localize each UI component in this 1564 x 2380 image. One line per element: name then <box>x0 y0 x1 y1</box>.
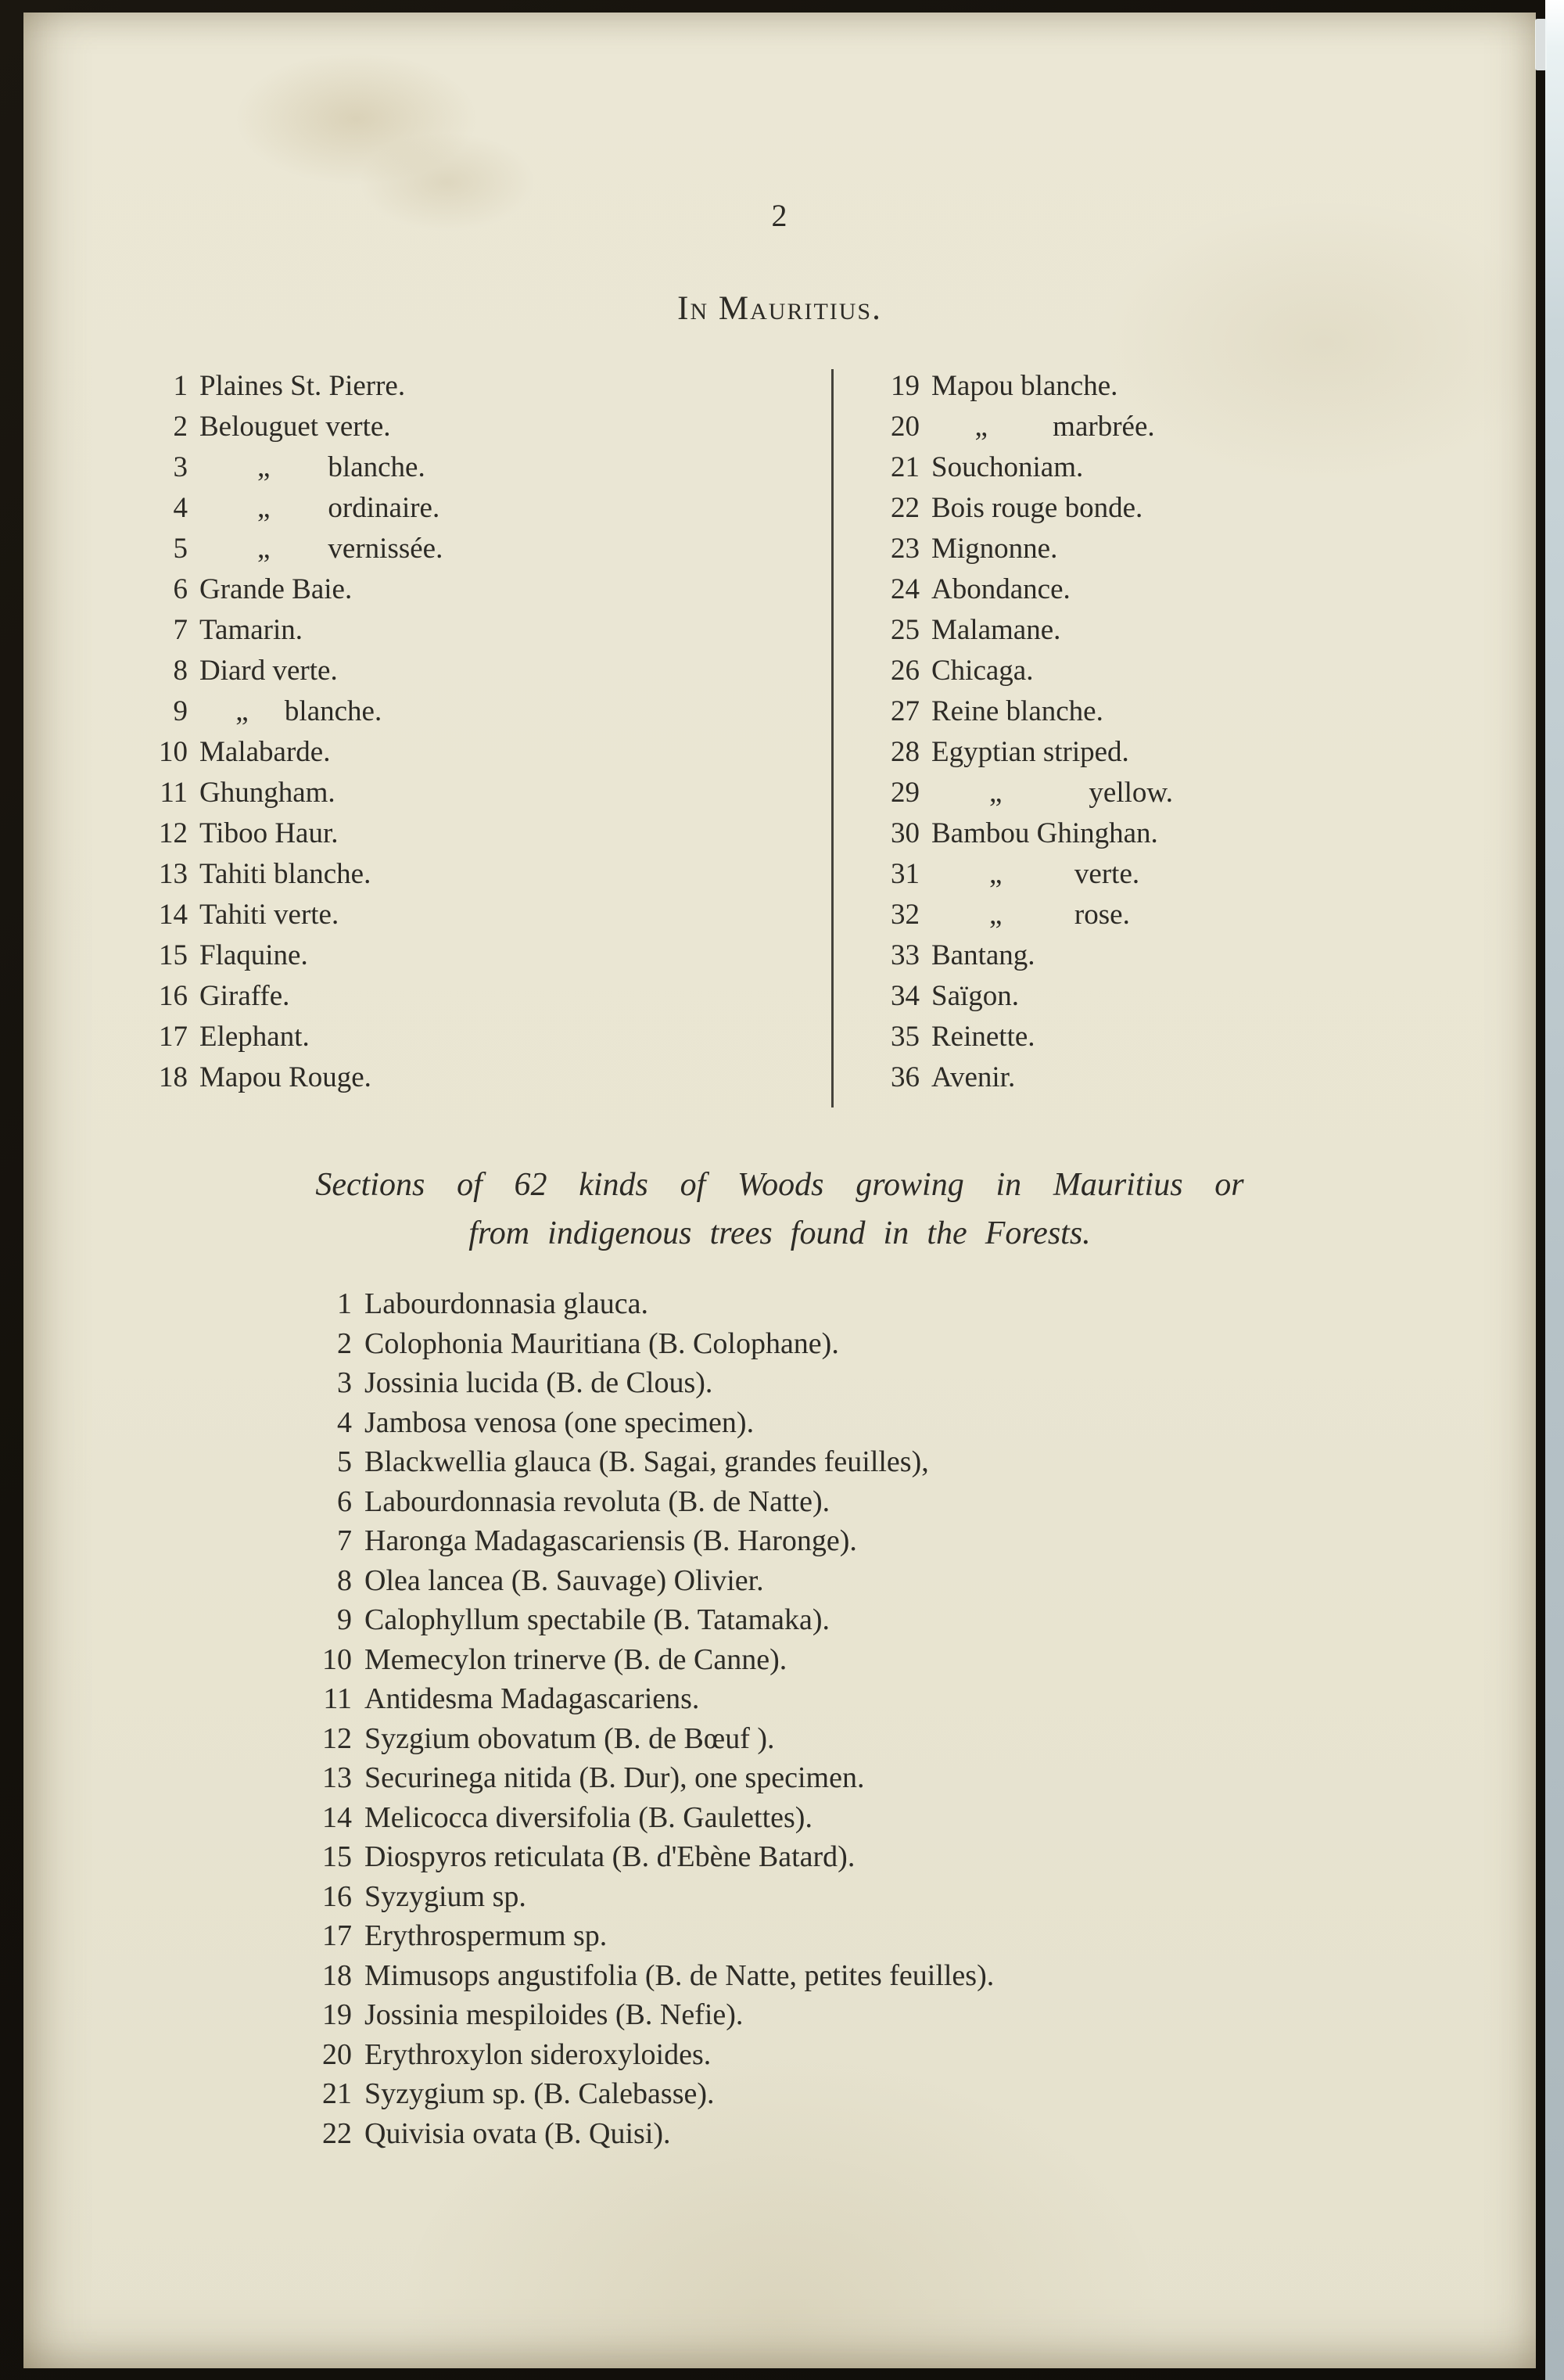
list-item <box>881 813 1478 854</box>
list-item <box>881 1017 1478 1057</box>
item-text: Calophyllum spectabile (B. Tatamaka). <box>364 1603 830 1636</box>
item-number: 2 <box>337 1326 352 1360</box>
list-item <box>305 1561 994 1601</box>
list-item <box>305 1995 994 2035</box>
list-item <box>305 1877 994 1917</box>
item-text: Syzgium obovatum (B. de Bœuf ). <box>364 1721 775 1755</box>
list-item <box>305 1482 994 1522</box>
item-text: Avenir. <box>931 1061 1016 1093</box>
item-text: Tahiti blanche. <box>199 858 371 890</box>
item-text: Reinette. <box>931 1021 1035 1053</box>
list-item <box>881 651 1478 691</box>
item-number: 19 <box>891 370 920 402</box>
item-text: Jossinia mespiloides (B. Nefie). <box>364 1998 744 2031</box>
item-number: 6 <box>173 573 188 605</box>
item-number: 12 <box>322 1721 352 1755</box>
item-text: Mapou blanche. <box>931 370 1118 402</box>
item-text: Diospyros reticulata (B. d'Ebène Batard). <box>364 1840 856 1873</box>
item-text: „ marbrée. <box>931 411 1155 443</box>
list-item <box>149 610 831 651</box>
item-number: 23 <box>891 533 920 565</box>
item-text: Tiboo Haur. <box>199 817 339 849</box>
list-item <box>305 1403 994 1443</box>
item-text: Malamane. <box>931 614 1061 646</box>
item-text: Flaquine. <box>199 939 308 971</box>
woods-list <box>305 1284 994 2153</box>
list-item <box>305 1679 994 1719</box>
list-item <box>149 732 831 773</box>
list-item <box>149 895 831 935</box>
list-item <box>881 447 1478 488</box>
list-item <box>149 935 831 976</box>
list-item <box>881 773 1478 813</box>
item-number: 3 <box>337 1366 352 1399</box>
item-text: Mapou Rouge. <box>199 1061 371 1093</box>
item-text: Securinega nitida (B. Dur), one specimen. <box>364 1761 865 1794</box>
cane-list-right-column <box>834 366 1478 1107</box>
list-item <box>881 976 1478 1017</box>
list-item <box>881 366 1478 407</box>
cane-list-left-column <box>149 366 831 1107</box>
item-number: 14 <box>159 899 188 931</box>
item-number: 2 <box>173 411 188 443</box>
item-text: Bois rouge bonde. <box>931 492 1143 524</box>
item-number: 18 <box>159 1061 188 1093</box>
item-text: „ verte. <box>931 858 1140 890</box>
item-number: 6 <box>337 1484 352 1518</box>
list-item <box>149 773 831 813</box>
item-number: 7 <box>173 614 188 646</box>
list-item <box>881 935 1478 976</box>
list-item <box>881 569 1478 610</box>
list-item <box>305 1521 994 1561</box>
item-text: Labourdonnasia glauca. <box>364 1287 648 1320</box>
item-text: Bantang. <box>931 939 1035 971</box>
list-item <box>149 1017 831 1057</box>
list-item <box>149 447 831 488</box>
item-number: 20 <box>322 2037 352 2071</box>
item-number: 22 <box>322 2116 352 2150</box>
section-heading-line1: Sections of 62 kinds of Woods growing in Mauritius or <box>315 1167 1244 1203</box>
item-number: 33 <box>891 939 920 971</box>
item-number: 18 <box>322 1958 352 1992</box>
item-text: Mignonne. <box>931 533 1058 565</box>
list-item <box>305 1600 994 1640</box>
item-text: Jossinia lucida (B. de Clous). <box>364 1366 713 1399</box>
item-text: Bambou Ghinghan. <box>931 817 1158 849</box>
item-number: 15 <box>322 1840 352 1873</box>
item-number: 21 <box>891 451 920 483</box>
item-text: Olea lancea (B. Sauvage) Olivier. <box>364 1563 764 1597</box>
item-number: 17 <box>322 1919 352 1952</box>
item-number: 20 <box>891 411 920 443</box>
list-item <box>305 1442 994 1482</box>
item-text: Tahiti verte. <box>199 899 339 931</box>
item-text: Belouguet verte. <box>199 411 391 443</box>
item-number: 5 <box>337 1445 352 1478</box>
list-item <box>149 529 831 569</box>
item-number: 25 <box>891 614 920 646</box>
item-text: Blackwellia glauca (B. Sagai, grandes feuilles), <box>364 1445 929 1478</box>
item-number: 15 <box>159 939 188 971</box>
item-number: 11 <box>160 777 188 809</box>
item-number: 1 <box>337 1287 352 1320</box>
item-text: Colophonia Mauritiana (B. Colophane). <box>364 1326 839 1360</box>
item-text: Ghungham. <box>199 777 335 809</box>
list-item <box>881 529 1478 569</box>
item-text: Haronga Madagascariensis (B. Haronge). <box>364 1524 857 1557</box>
item-text: Souchoniam. <box>931 451 1084 483</box>
list-item <box>305 1284 994 1324</box>
item-text: Quivisia ovata (B. Quisi). <box>364 2116 671 2150</box>
list-item <box>305 1916 994 1956</box>
item-number: 21 <box>322 2077 352 2110</box>
list-item <box>305 1324 994 1364</box>
item-text: „ rose. <box>931 899 1130 931</box>
book-page <box>23 13 1536 2368</box>
list-item <box>881 1057 1478 1098</box>
item-number: 16 <box>159 980 188 1012</box>
item-text: Antidesma Madagascariens. <box>364 1682 700 1715</box>
item-text: Erythrospermum sp. <box>364 1919 608 1952</box>
item-text: Jambosa venosa (one specimen). <box>364 1405 755 1439</box>
list-item <box>305 2074 994 2114</box>
item-number: 7 <box>337 1524 352 1557</box>
list-item <box>881 895 1478 935</box>
item-text: Egyptian striped. <box>931 736 1129 768</box>
list-item <box>149 1057 831 1098</box>
list-item <box>305 1798 994 1838</box>
item-text: Syzygium sp. <box>364 1879 526 1913</box>
item-number: 8 <box>173 655 188 687</box>
item-text: Diard verte. <box>199 655 338 687</box>
item-text: Chicaga. <box>931 655 1034 687</box>
list-item <box>881 691 1478 732</box>
item-number: 26 <box>891 655 920 687</box>
list-item <box>149 488 831 529</box>
list-item <box>149 569 831 610</box>
item-text: Melicocca diversifolia (B. Gaulettes). <box>364 1800 812 1834</box>
section-heading <box>23 1161 1536 1258</box>
list-item <box>149 976 831 1017</box>
item-text: Erythroxylon sideroxyloides. <box>364 2037 712 2071</box>
item-text: Abondance. <box>931 573 1071 605</box>
list-item <box>149 651 831 691</box>
item-number: 5 <box>173 533 188 565</box>
page-heading: In Mauritius. <box>677 290 882 327</box>
list-item <box>881 854 1478 895</box>
item-number: 13 <box>159 858 188 890</box>
item-number: 11 <box>323 1682 352 1715</box>
list-item <box>305 2114 994 2154</box>
item-number: 19 <box>322 1998 352 2031</box>
list-item <box>305 1640 994 1680</box>
item-text: Labourdonnasia revoluta (B. de Natte). <box>364 1484 830 1518</box>
list-item <box>305 1363 994 1403</box>
list-item <box>149 813 831 854</box>
item-text: „ blanche. <box>199 695 382 727</box>
item-text: Tamarin. <box>199 614 303 646</box>
item-number: 35 <box>891 1021 920 1053</box>
list-item <box>149 407 831 447</box>
item-number: 3 <box>173 451 188 483</box>
item-number: 13 <box>322 1761 352 1794</box>
item-number: 27 <box>891 695 920 727</box>
item-text: Grande Baie. <box>199 573 353 605</box>
list-item <box>881 488 1478 529</box>
item-text: Elephant. <box>199 1021 310 1053</box>
item-text: „ vernissée. <box>199 533 443 565</box>
item-text: Reine blanche. <box>931 695 1103 727</box>
list-item <box>149 691 831 732</box>
item-number: 10 <box>159 736 188 768</box>
list-item <box>305 1758 994 1798</box>
adjacent-page-fore-edge <box>1545 0 1564 2380</box>
list-item <box>149 854 831 895</box>
item-number: 31 <box>891 858 920 890</box>
item-number: 16 <box>322 1879 352 1913</box>
item-number: 22 <box>891 492 920 524</box>
item-number: 34 <box>891 980 920 1012</box>
item-text: Giraffe. <box>199 980 290 1012</box>
item-number: 10 <box>322 1642 352 1676</box>
list-item <box>881 407 1478 447</box>
item-number: 36 <box>891 1061 920 1093</box>
item-number: 14 <box>322 1800 352 1834</box>
item-number: 24 <box>891 573 920 605</box>
item-text: Malabarde. <box>199 736 331 768</box>
item-number: 8 <box>337 1563 352 1597</box>
item-number: 29 <box>891 777 920 809</box>
item-number: 9 <box>173 695 188 727</box>
item-number: 17 <box>159 1021 188 1053</box>
list-item <box>881 732 1478 773</box>
item-number: 12 <box>159 817 188 849</box>
item-number: 4 <box>337 1405 352 1439</box>
section-heading-line2: from indigenous trees found in the Forests. <box>468 1215 1091 1251</box>
item-number: 1 <box>173 370 188 402</box>
item-number: 9 <box>337 1603 352 1636</box>
list-item <box>149 366 831 407</box>
item-number: 32 <box>891 899 920 931</box>
list-item <box>305 1837 994 1877</box>
item-text: Saïgon. <box>931 980 1020 1012</box>
item-text: „ blanche. <box>199 451 425 483</box>
page-number: 2 <box>771 198 788 233</box>
item-text: „ ordinaire. <box>199 492 440 524</box>
list-item <box>881 610 1478 651</box>
item-text: Mimusops angustifolia (B. de Natte, petites feuilles). <box>364 1958 995 1992</box>
item-number: 30 <box>891 817 920 849</box>
item-text: Syzygium sp. (B. Calebasse). <box>364 2077 715 2110</box>
item-number: 28 <box>891 736 920 768</box>
list-item <box>305 1719 994 1759</box>
item-text: „ yellow. <box>931 777 1173 809</box>
list-item <box>305 2035 994 2075</box>
item-number: 4 <box>173 492 188 524</box>
item-text: Memecylon trinerve (B. de Canne). <box>364 1642 787 1676</box>
cane-variety-list <box>149 366 1478 1107</box>
item-text: Plaines St. Pierre. <box>199 370 406 402</box>
list-item <box>305 1956 994 1996</box>
